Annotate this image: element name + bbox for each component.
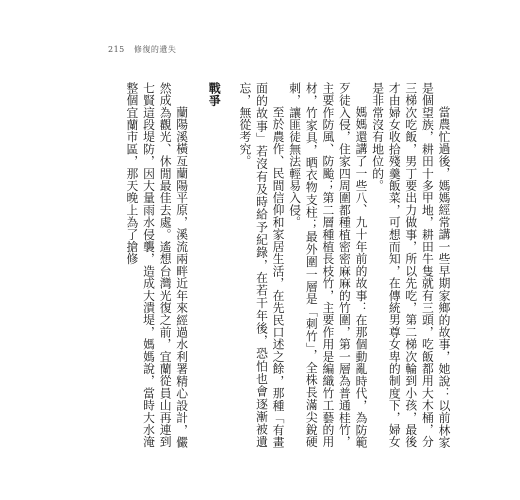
paragraph: 媽媽還講了一些八、九十年前的故事：在那個動亂時代，為防範歹徒入侵，住家四周圍都種植密密麻麻的竹圍，第一層為普通桂竹，主要作防風、防颱；第二層種植長枝竹，主要作用是編織竹工藝的用材，竹家具，晒衣物支柱；最外圍一層是「刺竹」，全株長滿尖銳硬刺，讓匪徒無法輕易入侵。 bbox=[287, 82, 369, 448]
paragraph: 當農忙過後，媽媽經常講一些早期家鄉的故事，她說：以前林家是個望族，耕田十多甲地，耕田牛隻就有三頭，吃飯都用大木桶，分三梯次吃飯，男丁要出力做事，所以先吃，第二梯次輪到小孩，最後才由婦女收拾殘羹飯菜，可想而知，在傳統男尊女卑的制度下，婦女是非常沒有地位的。 bbox=[370, 82, 451, 448]
paragraph: 至於農作、民間信仰和家居生活，在先民口述之餘，那種「有畫面的故事」若沒有及時給予紀錄，在若干年後，恐怕也會逐漸被遺忘，無從考究。 bbox=[237, 82, 286, 448]
running-title: 修復的遺失 bbox=[133, 45, 177, 54]
body-text bbox=[123, 82, 452, 448]
paragraph: 蘭陽溪橫亙蘭陽平原，溪流兩畔近年來經過水利署精心設計，儼然成為觀光、休閒最佳去處。遙想台灣光復之前，宜蘭從員山再連到七賢這段堤防，因大量雨水侵襲，造成大潰堤，媽媽說，當時大水淹整個宜蘭市區，那天晚上為了搶修 bbox=[124, 82, 189, 448]
section-title: 戰爭 bbox=[207, 82, 222, 107]
page-number: 215 bbox=[108, 45, 125, 54]
page-header bbox=[108, 44, 176, 55]
